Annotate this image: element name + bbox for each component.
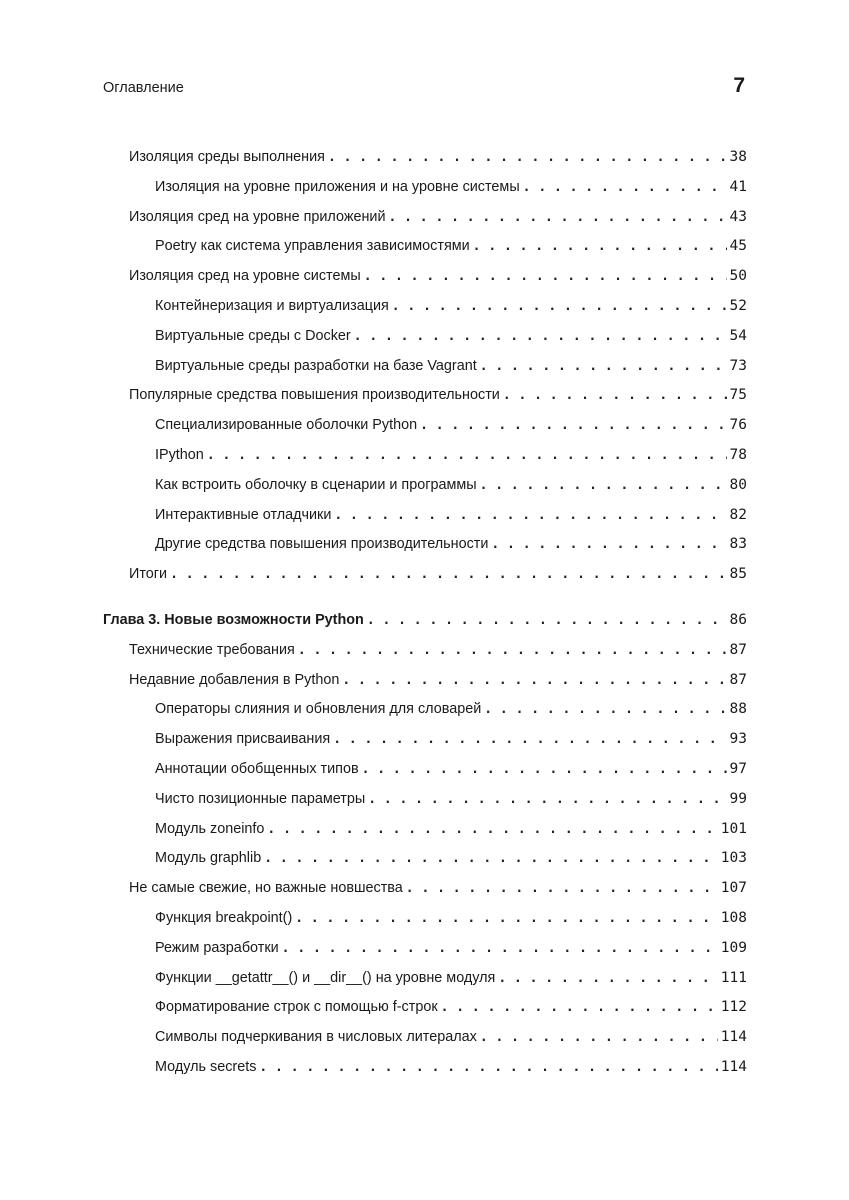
toc-entry[interactable]: [0, 292, 849, 322]
dot-leader: [523, 173, 727, 203]
toc-entry-page: 43: [729, 208, 747, 225]
toc-entry-title: Изоляция на уровне приложения и на уровне системы: [155, 178, 520, 195]
dot-leader: [328, 143, 727, 173]
toc-entry[interactable]: [0, 993, 849, 1023]
toc-entry-title: Специализированные оболочки Python: [155, 417, 418, 434]
toc-entry[interactable]: [0, 143, 849, 173]
toc-entry[interactable]: [0, 844, 849, 874]
toc-entry[interactable]: [0, 203, 849, 233]
dot-leader: [342, 666, 726, 696]
toc-entry[interactable]: [0, 934, 849, 964]
toc-entry-title: IPython: [155, 446, 204, 463]
toc-entry-page: 38: [729, 149, 747, 165]
toc-entry-page: 111: [720, 969, 747, 986]
dot-leader: [480, 352, 727, 382]
toc-entry-title: Контейнеризация и виртуализация: [155, 297, 389, 314]
dot-leader: [406, 874, 718, 904]
toc-entry[interactable]: [0, 262, 849, 292]
toc-entry-title: Глава 3. Новые возможности Python: [103, 611, 364, 628]
dot-leader: [364, 262, 727, 292]
dot-leader: [362, 755, 727, 785]
toc-entry[interactable]: [0, 1053, 849, 1083]
running-head: Оглавление: [103, 80, 184, 96]
toc-entry-title: Аннотации обобщенных типов: [155, 760, 359, 777]
toc-entry[interactable]: [0, 560, 849, 590]
toc-entry-page: 85: [729, 566, 747, 583]
toc-entry-page: 45: [729, 238, 747, 255]
dot-leader: [207, 441, 727, 471]
table-of-contents: [0, 143, 849, 1083]
toc-entry-title: Виртуальные среды с Docker: [155, 327, 351, 344]
toc-entry-page: 50: [729, 268, 747, 285]
dot-leader: [491, 530, 726, 560]
toc-entry-title: Форматирование строк с помощью f-строк: [155, 999, 438, 1016]
dot-leader: [367, 606, 727, 636]
toc-entry-page: 80: [729, 476, 747, 493]
dot-leader: [298, 636, 727, 666]
toc-entry-page: 93: [729, 731, 747, 748]
toc-entry-title: Модуль zoneinfo: [155, 820, 265, 837]
toc-entry-title: Модуль secrets: [155, 1058, 257, 1075]
toc-entry[interactable]: [0, 695, 849, 725]
dot-leader: [498, 964, 717, 994]
toc-entry-title: Символы подчеркивания в числовых литералах: [155, 1029, 477, 1046]
dot-leader: [333, 725, 726, 755]
toc-entry[interactable]: [0, 173, 849, 203]
toc-entry-page: 114: [720, 1058, 747, 1075]
dot-leader: [503, 381, 727, 411]
dot-leader: [282, 934, 718, 964]
toc-entry-title: Итоги: [129, 566, 168, 583]
toc-entry-title: Недавние добавления в Python: [129, 671, 340, 688]
toc-entry[interactable]: [0, 785, 849, 815]
dot-leader: [368, 785, 726, 815]
toc-entry-page: 103: [720, 850, 747, 867]
dot-leader: [259, 1053, 717, 1083]
toc-entry-title: Интерактивные отладчики: [155, 506, 332, 523]
toc-entry-page: 78: [729, 446, 747, 463]
dot-leader: [267, 815, 717, 845]
dot-leader: [388, 203, 726, 233]
toc-entry-title: Как встроить оболочку в сценарии и программы: [155, 476, 477, 493]
dot-leader: [480, 1023, 718, 1053]
dot-leader: [295, 904, 718, 934]
toc-entry[interactable]: [0, 815, 849, 845]
toc-entry-title: Другие средства повышения производительности: [155, 536, 489, 553]
toc-entry-page: 97: [729, 760, 747, 777]
toc-entry[interactable]: [0, 381, 849, 411]
page-number: 7: [733, 74, 745, 97]
dot-leader: [264, 844, 718, 874]
toc-entry-title: Технические требования: [129, 641, 295, 658]
toc-entry[interactable]: [0, 904, 849, 934]
toc-entry[interactable]: [0, 530, 849, 560]
toc-entry[interactable]: [0, 471, 849, 501]
toc-entry-title: Популярные средства повышения производительности: [129, 387, 500, 404]
dot-leader: [441, 993, 718, 1023]
toc-chapter-entry[interactable]: [0, 606, 849, 636]
toc-entry-title: Poetry как система управления зависимостями: [155, 238, 470, 255]
toc-entry-page: 82: [729, 506, 747, 523]
toc-entry-title: Изоляция сред на уровне приложений: [129, 208, 386, 225]
toc-entry[interactable]: [0, 874, 849, 904]
dot-leader: [420, 411, 726, 441]
toc-entry-page: 108: [720, 909, 747, 926]
toc-entry-page: 52: [729, 297, 747, 314]
dot-leader: [334, 501, 726, 531]
toc-entry-page: 99: [729, 790, 747, 807]
toc-entry[interactable]: [0, 755, 849, 785]
toc-entry-page: 54: [729, 327, 747, 344]
toc-entry-page: 112: [720, 999, 747, 1016]
toc-entry-page: 101: [720, 820, 747, 837]
dot-leader: [480, 471, 727, 501]
toc-entry[interactable]: [0, 411, 849, 441]
toc-entry-title: Изоляция среды выполнения: [129, 149, 325, 165]
toc-entry-title: Операторы слияния и обновления для словарей: [155, 701, 482, 718]
toc-entry-page: 88: [729, 701, 747, 718]
toc-entry-page: 41: [729, 178, 747, 195]
toc-entry[interactable]: [0, 501, 849, 531]
toc-entry[interactable]: [0, 232, 849, 262]
toc-entry-page: 75: [729, 387, 747, 404]
toc-entry-title: Чисто позиционные параметры: [155, 790, 366, 807]
toc-entry-title: Функция breakpoint(): [155, 909, 293, 926]
toc-entry-title: Режим разработки: [155, 939, 279, 956]
toc-entry-title: Не самые свежие, но важные новшества: [129, 880, 403, 897]
toc-entry-title: Модуль graphlib: [155, 850, 262, 867]
toc-entry-title: Изоляция сред на уровне системы: [129, 268, 361, 285]
toc-entry-page: 114: [720, 1029, 747, 1046]
toc-entry[interactable]: [0, 322, 849, 352]
toc-entry-page: 73: [729, 357, 747, 374]
toc-entry-page: 76: [729, 417, 747, 434]
toc-entry-page: 87: [729, 671, 747, 688]
toc-entry-page: 87: [729, 641, 747, 658]
toc-entry-title: Функции __getattr__() и __dir__() на уровне модуля: [155, 969, 496, 986]
dot-leader: [484, 695, 726, 725]
dot-leader: [354, 322, 727, 352]
toc-entry[interactable]: [0, 441, 849, 471]
toc-entry[interactable]: [0, 725, 849, 755]
toc-entry-title: Виртуальные среды разработки на базе Vagrant: [155, 357, 477, 374]
toc-entry[interactable]: [0, 636, 849, 666]
toc-entry-page: 109: [720, 939, 747, 956]
toc-entry-page: 86: [729, 611, 747, 628]
dot-leader: [392, 292, 727, 322]
toc-entry-page: 107: [720, 880, 747, 897]
toc-entry[interactable]: [0, 352, 849, 382]
toc-entry[interactable]: [0, 1023, 849, 1053]
dot-leader: [473, 232, 727, 262]
toc-entry[interactable]: [0, 964, 849, 994]
toc-entry-page: 83: [729, 536, 747, 553]
toc-entry-title: Выражения присваивания: [155, 731, 331, 748]
toc-entry[interactable]: [0, 666, 849, 696]
dot-leader: [170, 560, 726, 590]
